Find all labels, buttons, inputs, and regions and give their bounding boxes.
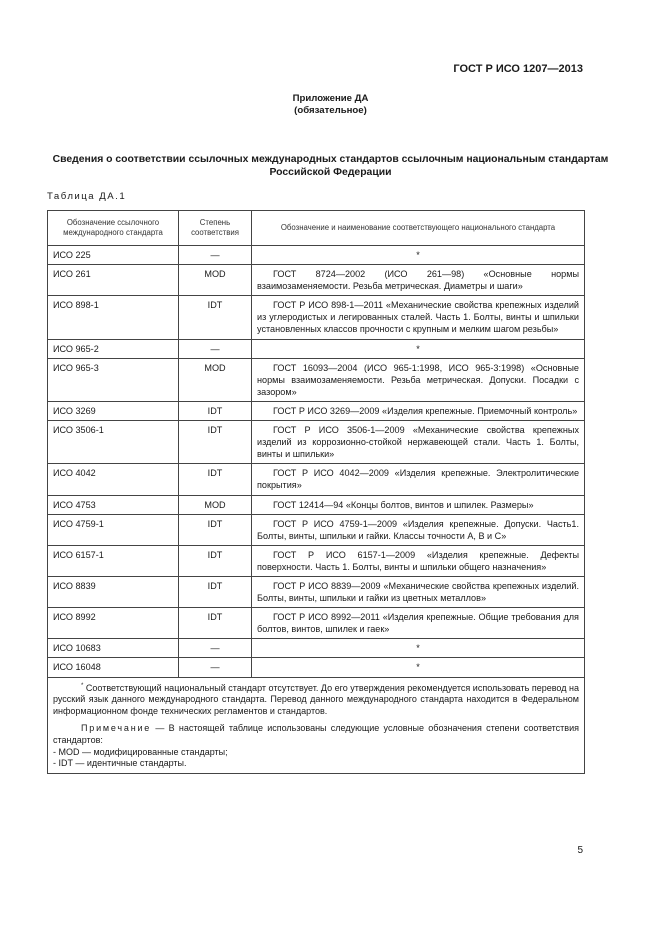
standards-table (47, 210, 585, 774)
table-row (48, 658, 585, 677)
national-standard-description (252, 495, 585, 514)
table-header-row (48, 211, 585, 246)
note-item-mod: - MOD — модифицированные стандарты; (53, 746, 228, 757)
national-standard-text: ГОСТ Р ИСО 6157-1—2009 «Изделия крепежные. Дефекты поверхности. Часть 1. Болты, винты и шпильки общего назначения» (257, 549, 579, 572)
international-standard-code: ИСО 4759-1 (48, 514, 179, 545)
note-item-idt: - IDT — идентичные стандарты. (53, 758, 187, 769)
degree-of-correspondence: — (179, 339, 252, 358)
degree-of-correspondence: MOD (179, 358, 252, 401)
table-row (48, 339, 585, 358)
note (53, 723, 579, 746)
table-row (48, 296, 585, 339)
table-body (48, 246, 585, 678)
national-standard-description (252, 265, 585, 296)
degree-of-correspondence: IDT (179, 401, 252, 420)
national-standard-description: * (252, 339, 585, 358)
national-standard-description (252, 401, 585, 420)
national-standard-text: ГОСТ 8724—2002 (ИСО 261—98) «Основные нормы взаимозаменяемости. Резьба метрическая. Диаметры и шаги» (257, 269, 579, 292)
note-label: Примечание (81, 723, 152, 734)
national-standard-description (252, 545, 585, 576)
national-standard-description (252, 296, 585, 339)
international-standard-code: ИСО 6157-1 (48, 545, 179, 576)
international-standard-code: ИСО 8992 (48, 608, 179, 639)
table-row (48, 421, 585, 464)
table-row (48, 358, 585, 401)
international-standard-code: ИСО 3506-1 (48, 421, 179, 464)
footnote-mark: * (81, 682, 84, 689)
table-row (48, 464, 585, 495)
national-standard-text: ГОСТ 16093—2004 (ИСО 965-1:1998, ИСО 965-3:1998) «Основные нормы взаимозаменяемости. Резьба метрическая. Допуски. Посадки с зазором» (257, 362, 579, 397)
table-row (48, 495, 585, 514)
national-standard-description: * (252, 246, 585, 265)
table-row (48, 514, 585, 545)
section-title: Сведения о соответствии ссылочных международных стандартов ссылочным национальным стандартам Российской Федерации (52, 154, 609, 178)
table-row (48, 246, 585, 265)
table-row (48, 608, 585, 639)
international-standard-code: ИСО 4753 (48, 495, 179, 514)
degree-of-correspondence: — (179, 658, 252, 677)
annex-title: Приложение ДА (292, 93, 369, 104)
degree-of-correspondence: IDT (179, 576, 252, 607)
degree-of-correspondence: IDT (179, 421, 252, 464)
page-number: 5 (577, 845, 583, 856)
international-standard-code: ИСО 225 (48, 246, 179, 265)
header-international-standard: Обозначение ссылочного международного стандарта (48, 211, 179, 246)
international-standard-code: ИСО 261 (48, 265, 179, 296)
degree-of-correspondence: MOD (179, 265, 252, 296)
national-standard-description: * (252, 658, 585, 677)
degree-of-correspondence: IDT (179, 464, 252, 495)
degree-of-correspondence: — (179, 246, 252, 265)
international-standard-code: ИСО 965-3 (48, 358, 179, 401)
international-standard-code: ИСО 965-2 (48, 339, 179, 358)
degree-of-correspondence: IDT (179, 296, 252, 339)
national-standard-description (252, 464, 585, 495)
international-standard-code: ИСО 16048 (48, 658, 179, 677)
footnote-text: Соответствующий национальный стандарт отсутствует. До его утверждения рекомендуется использовать перевод на русский язык данного международного стандарта. Перевод данного международного стандарта находится в Федеральном информационном фонде технических регламентов и стандартов. (53, 682, 579, 716)
degree-of-correspondence: IDT (179, 608, 252, 639)
table-row (48, 265, 585, 296)
degree-of-correspondence: — (179, 639, 252, 658)
national-standard-text: ГОСТ 12414—94 «Концы болтов, винтов и шпилек. Размеры» (273, 499, 534, 510)
degree-of-correspondence: MOD (179, 495, 252, 514)
national-standard-text: ГОСТ Р ИСО 3506-1—2009 «Механические свойства крепежных изделий из коррозионно-стойкой нержавеющей стали. Часть 1. Болты, винты и шпильки» (257, 425, 579, 460)
footnote (53, 681, 579, 718)
international-standard-code: ИСО 898-1 (48, 296, 179, 339)
table-footer (48, 677, 585, 773)
national-standard-description (252, 358, 585, 401)
header-national-standard: Обозначение и наименование соответствующего национального стандарта (252, 211, 585, 246)
table-row (48, 545, 585, 576)
national-standard-text: ГОСТ Р ИСО 3269—2009 «Изделия крепежные. Приемочный контроль» (273, 405, 578, 416)
international-standard-code: ИСО 4042 (48, 464, 179, 495)
international-standard-code: ИСО 8839 (48, 576, 179, 607)
national-standard-description (252, 421, 585, 464)
national-standard-text: ГОСТ Р ИСО 4042—2009 «Изделия крепежные. Электролитические покрытия» (257, 468, 579, 491)
international-standard-code: ИСО 3269 (48, 401, 179, 420)
national-standard-text: ГОСТ Р ИСО 4759-1—2009 «Изделия крепежные. Допуски. Часть1. Болты, винты, шпильки и гайки. Классы точности А, В и С» (257, 518, 579, 541)
table-label: Таблица ДА.1 (47, 191, 127, 202)
document-code: ГОСТ Р ИСО 1207—2013 (453, 63, 583, 75)
degree-of-correspondence: IDT (179, 514, 252, 545)
national-standard-text: ГОСТ Р ИСО 8992—2011 «Изделия крепежные. Общие требования для болтов, винтов, шпилек и гаек» (257, 612, 579, 635)
national-standard-description (252, 514, 585, 545)
header-degree: Степень соответствия (179, 211, 252, 246)
degree-of-correspondence: IDT (179, 545, 252, 576)
national-standard-description: * (252, 639, 585, 658)
annex-heading (0, 93, 661, 117)
table-footer-row (48, 677, 585, 773)
table-row (48, 639, 585, 658)
international-standard-code: ИСО 10683 (48, 639, 179, 658)
national-standard-text: ГОСТ Р ИСО 898-1—2011 «Механические свойства крепежных изделий из углеродистых и легированных сталей. Часть 1. Болты, винты и шпильки установленных классов прочности с крупным и мелким шагом резьбы» (257, 300, 579, 335)
national-standard-text: ГОСТ Р ИСО 8839—2009 «Механические свойства крепежных изделий. Болты, винты, шпильки и гайки из цветных металлов» (257, 580, 579, 604)
national-standard-description (252, 608, 585, 639)
national-standard-description (252, 576, 585, 607)
table-row (48, 401, 585, 420)
annex-subtitle: (обязательное) (294, 105, 367, 116)
note-text: — В настоящей таблице использованы следующие условные обозначения степени соответствия стандартов: (53, 723, 579, 745)
table-row (48, 576, 585, 607)
